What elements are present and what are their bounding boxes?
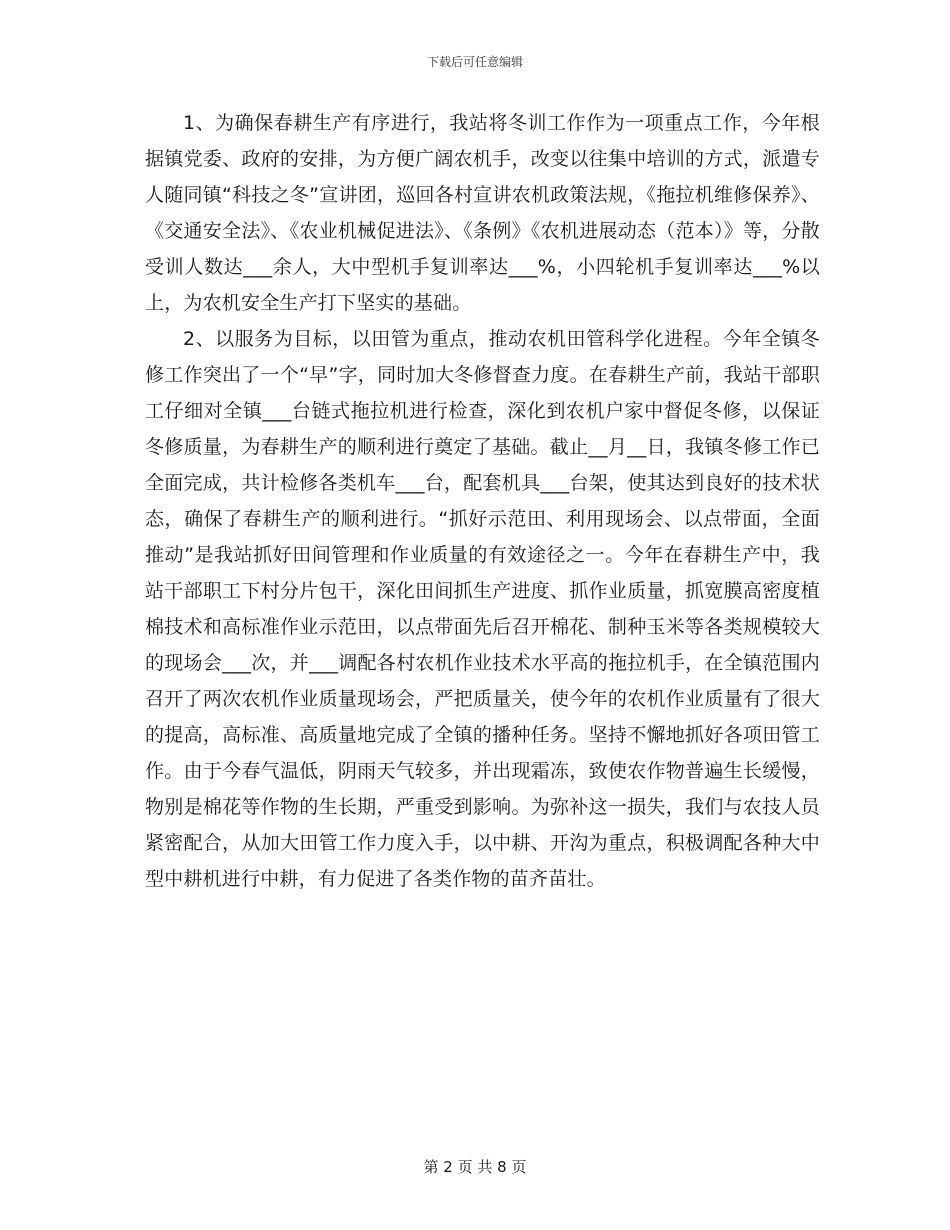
page-number-footer: 第 2 页 共 8 页 [423,1158,527,1176]
document-body [145,105,820,897]
paragraph-2: 2、以服务为目标，以田管为重点，推动农机田管科学化进程。今年全镇冬修工作突出了一个“早”字，同时加大冬修督查力度。在春耕生产前，我站干部职工仔细对全镇___台链式拖拉机进行检查，深化到农机户家中督促冬修，以保证冬修质量，为春耕生产的顺利进行奠定了基础。截止__月__日，我镇冬修工作已全面完成，共计检修各类机车___台，配套机具___台架，使其达到良好的技术状态，确保了春耕生产的顺利进行。“抓好示范田、利用现场会、以点带面，全面推动”是我站抓好田间管理和作业质量的有效途径之一。今年在春耕生产中，我站干部职工下村分片包干，深化田间抓生产进度、抓作业质量，抓宽膜高密度植棉技术和高标准作业示范田，以点带面先后召开棉花、制种玉米等各类规模较大的现场会___次，并___调配各村农机作业技术水平高的拖拉机手，在全镇范围内召开了两次农机作业质量现场会，严把质量关，使今年的农机作业质量有了很大的提高，高标准、高质量地完成了全镇的播种任务。坚持不懈地抓好各项田管工作。由于今春气温低，阴雨天气较多，并出现霜冻，致使农作物普遍生长缓慢，物别是棉花等作物的生长期，严重受到影响。为弥补这一损失，我们与农技人员紧密配合，从加大田管工作力度入手，以中耕、开沟为重点，积极调配各种大中型中耕机进行中耕，有力促进了各类作物的苗齐苗壮。 [145,328,820,890]
paragraph-1: 1、为确保春耕生产有序进行，我站将冬训工作作为一项重点工作，今年根据镇党委、政府的安排，为方便广阔农机手，改变以往集中培训的方式，派遣专人随同镇“科技之冬”宣讲团，巡回各村宣讲农机政策法规，《拖拉机维修保养》、《交通安全法》、《农业机械促进法》、《条例》《农机进展动态（范本）》等，分散受训人数达___余人，大中型机手复训率达___%，小四轮机手复训率达___%以上，为农机安全生产打下坚实的基础。 [145,112,820,314]
page-header: 下载后可任意编辑 [426,55,523,69]
